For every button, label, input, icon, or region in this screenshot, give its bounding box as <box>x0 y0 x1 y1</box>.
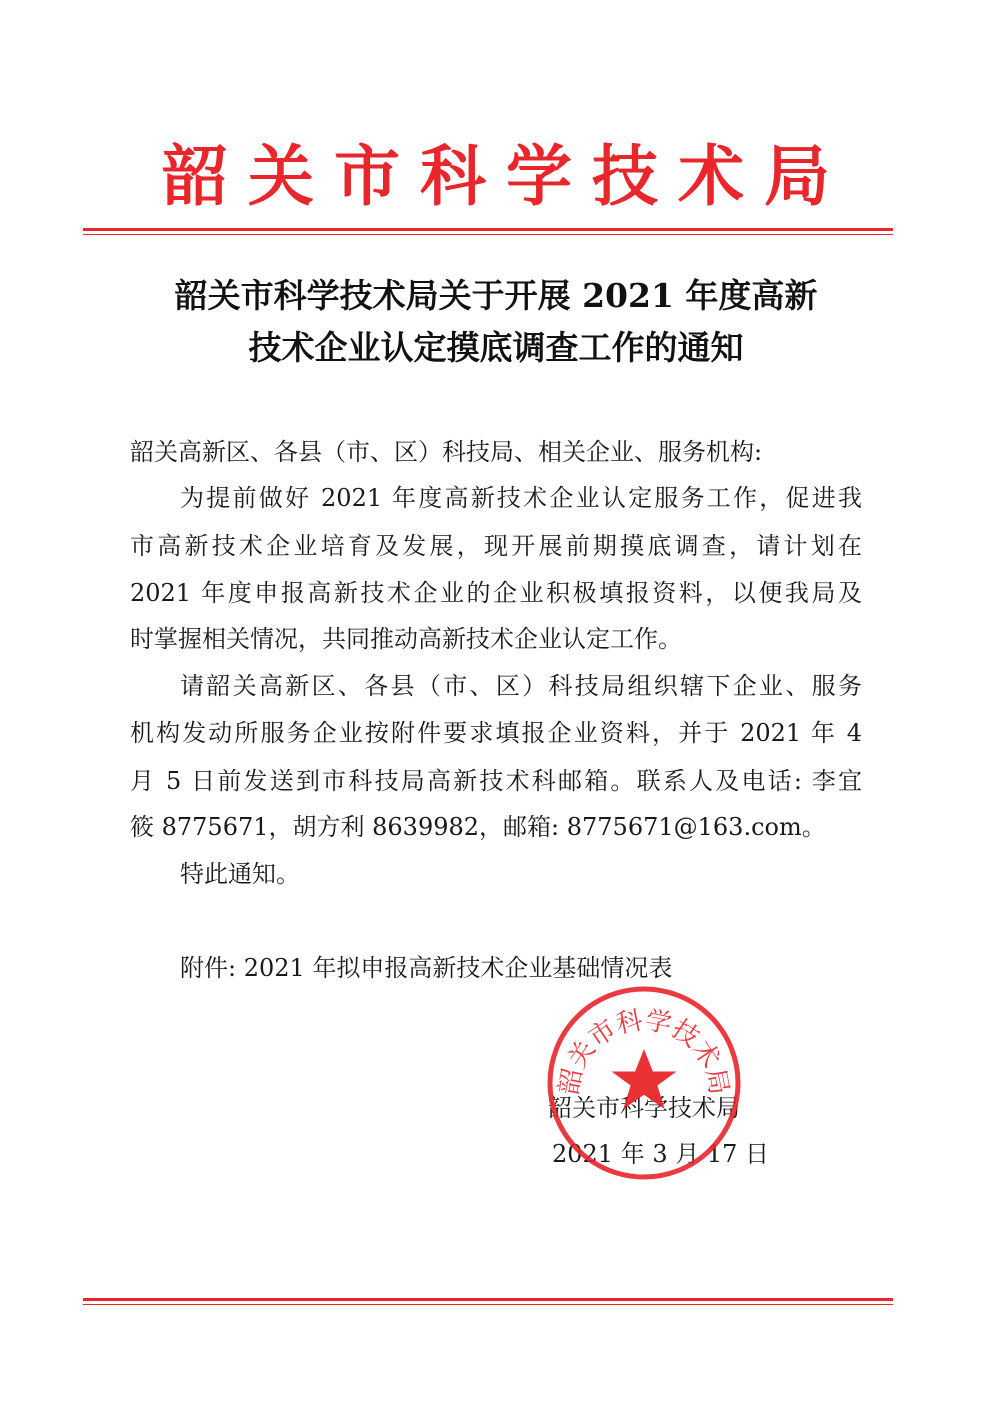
notice-title-line-2: 技术企业认定摸底调查工作的通知 <box>248 328 744 367</box>
paragraph-1-line: 市高新技术企业培育及发展，现开展前期摸底调查，请计划在 <box>130 532 862 560</box>
seal-text: 韶关市科学技术局 <box>554 1005 734 1098</box>
paragraph-1-line: 为提前做好 2021 年度高新技术企业认定服务工作，促进我 <box>180 484 862 512</box>
seal-star-icon <box>612 1049 677 1109</box>
attachment: 附件: 2021 年拟申报高新技术企业基础情况表 <box>180 954 673 982</box>
footer-red-rule <box>83 1298 893 1305</box>
notice-title-line-1: 韶关市科学技术局关于开展 2021 年度高新 <box>174 276 818 315</box>
paragraph-2-line: 筱 8775671，胡方利 8639982，邮箱: 8775671@163.com。 <box>130 813 826 841</box>
paragraph-1-line: 时掌握相关情况，共同推动高新技术企业认定工作。 <box>130 625 682 653</box>
signature-org: 韶关市科学技术局 <box>548 1094 740 1122</box>
header-red-rule <box>83 228 893 235</box>
letterhead: 韶关市科学技术局 <box>162 137 850 215</box>
signature-date: 2021 年 3 月 17 日 <box>552 1140 770 1168</box>
paragraph-1-line: 2021 年度申报高新技术企业的企业积极填报资料，以便我局及 <box>130 579 862 607</box>
paragraph-2-line: 机构发动所服务企业按附件要求填报企业资料，并于 2021 年 4 <box>130 719 862 747</box>
paragraph-2-line: 月 5 日前发送到市科技局高新技术科邮箱。联系人及电话: 李宜 <box>130 767 862 795</box>
official-seal <box>544 983 744 1183</box>
closing: 特此通知。 <box>180 860 300 888</box>
paragraph-2-line: 请韶关高新区、各县（市、区）科技局组织辖下企业、服务 <box>180 672 862 700</box>
salutation: 韶关高新区、各县（市、区）科技局、相关企业、服务机构: <box>130 438 763 466</box>
